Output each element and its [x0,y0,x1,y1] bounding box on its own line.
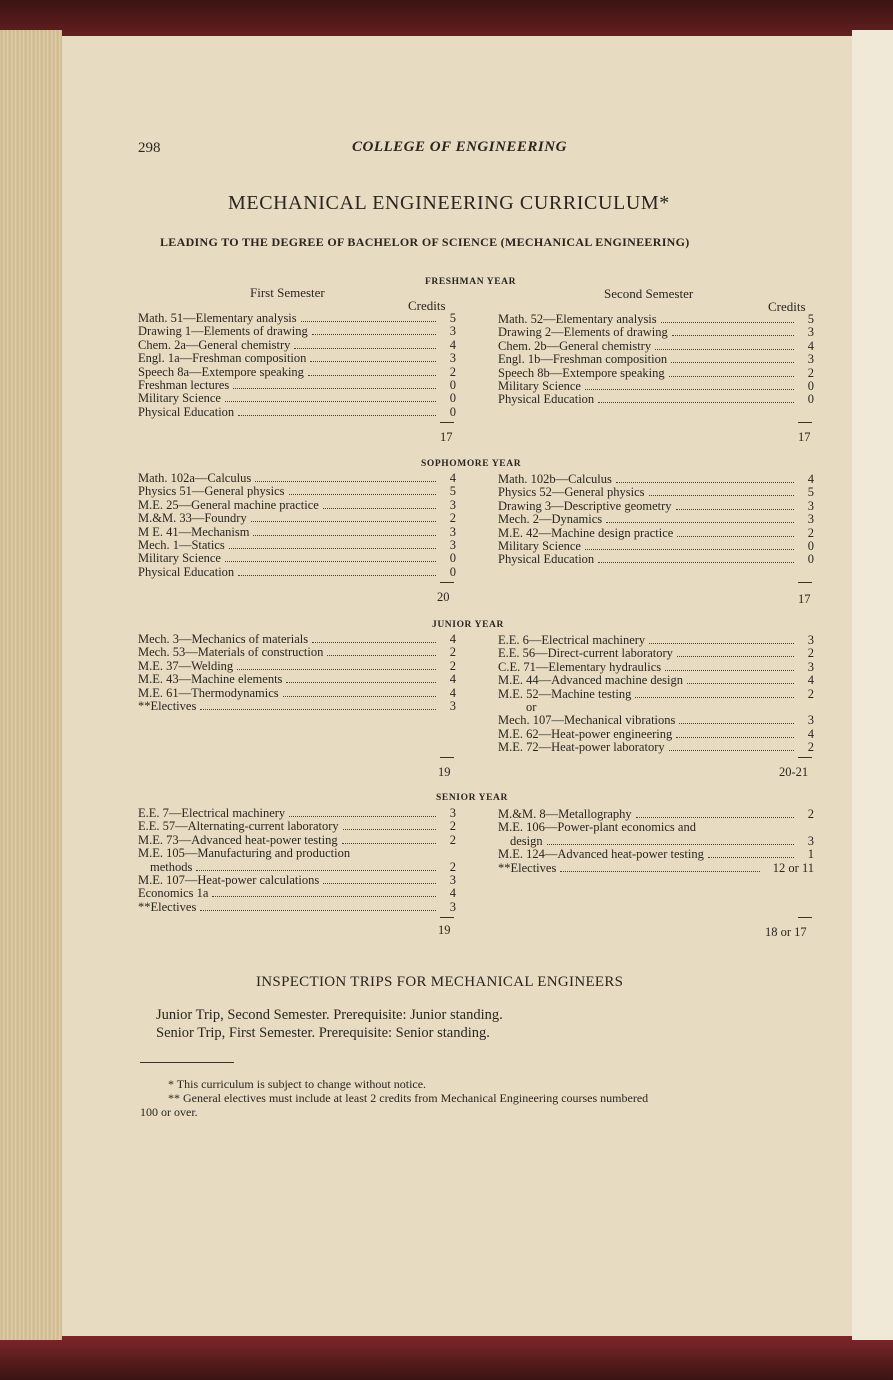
course-row [138,526,456,539]
course-credits: 2 [807,807,814,821]
sophomore-first-total: 20 [437,590,450,604]
course-name: methods [150,859,193,874]
inspection-line-junior: Junior Trip, Second Semester. Prerequisite: Junior standing. [156,1007,503,1023]
course-row [138,512,456,525]
senior-first-total: 19 [438,923,451,937]
total-rule [798,422,812,423]
course-name: Military Science [138,391,221,406]
course-name: Physical Education [498,392,595,407]
total-rule [440,757,454,758]
course-row [138,552,456,565]
inspection-heading: INSPECTION TRIPS FOR MECHANICAL ENGINEERS [256,974,624,990]
leader-dots [677,656,794,657]
junior-first-semester [138,633,456,713]
sophomore-first-semester [138,472,456,579]
freshman-first-semester [138,312,456,419]
course-credits: 3 [807,633,814,647]
course-row [138,406,456,419]
senior-year-heading: SENIOR YEAR [436,793,508,803]
course-credits: 2 [807,740,814,755]
credits-heading-left: Credits [408,298,446,313]
course-credits: 3 [807,352,814,367]
course-name: M.E. 106—Power-plant economics and [498,820,696,835]
sophomore-second-semester [498,473,814,567]
course-name: M.E. 107—Heat-power calculations [138,872,320,887]
course-name: Physical Education [498,552,595,567]
leader-dots [233,388,436,389]
course-credits: 0 [449,391,456,406]
leader-dots [665,670,794,671]
leader-dots [283,696,436,697]
course-credits: 3 [449,698,456,713]
course-name: Math. 51—Elementary analysis [138,311,297,325]
course-row [138,874,456,887]
course-row [498,486,814,499]
course-row [138,820,456,833]
senior-second-total: 18 or 17 [765,925,807,939]
course-row [138,861,456,874]
freshman-year-heading: FRESHMAN YEAR [425,277,517,287]
course-row [138,352,456,365]
course-credits: 2 [449,658,456,673]
course-row [138,887,456,900]
sophomore-year-heading: SOPHOMORE YEAR [421,459,522,469]
course-credits: 3 [807,713,814,728]
freshman-second-total: 17 [798,430,811,444]
course-row [138,339,456,352]
course-name: **Electives [138,698,197,713]
course-row [498,500,814,513]
course-row [498,714,814,727]
course-credits: 3 [449,524,456,539]
course-credits: 3 [449,351,456,366]
leader-dots [294,348,436,349]
course-name: **Electives [498,860,557,875]
course-name: Chem. 2b—General chemistry [498,338,652,353]
course-name: Math. 102a—Calculus [138,471,252,485]
page-number: 298 [138,140,161,156]
next-page-edge [852,30,893,1340]
course-row [498,647,814,660]
course-row [498,821,814,834]
leader-dots [616,482,794,483]
course-credits: 0 [449,551,456,566]
course-row [498,513,814,526]
course-credits: 2 [449,832,456,847]
course-row [138,499,456,512]
course-name: Chem. 2a—General chemistry [138,337,291,352]
course-row [138,700,456,713]
course-credits: 2 [449,511,456,526]
course-credits: 4 [449,471,456,485]
course-row [498,340,814,353]
course-name: M.E. 124—Advanced heat-power testing [498,847,704,862]
course-name: M.E. 105—Manufacturing and production [138,846,351,861]
course-name: M.E. 43—Machine elements [138,672,283,687]
course-credits: 3 [449,324,456,339]
junior-second-semester [498,634,814,755]
footnote-rule [140,1062,234,1063]
course-name: M E. 41—Mechanism [138,524,250,539]
course-row [498,848,814,861]
footnote-2-cont: 100 or over. [140,1105,198,1119]
course-name: Speech 8b—Extempore speaking [498,365,665,380]
course-credits: 2 [449,364,456,379]
course-row [138,847,456,860]
course-name: M.E. 37—Welding [138,658,234,673]
course-credits: 0 [807,552,814,567]
leader-dots [323,508,436,509]
course-row [138,646,456,659]
total-rule [798,582,812,583]
course-credits: 4 [449,886,456,901]
freshman-second-semester [498,313,814,407]
course-name: Economics 1a [138,886,209,901]
footnote-1: * This curriculum is subject to change without notice. [168,1077,427,1091]
course-row [498,540,814,553]
course-row [498,741,814,754]
course-row [498,553,814,566]
junior-year-heading: JUNIOR YEAR [432,620,504,630]
leader-dots [636,817,794,818]
leader-dots [312,334,436,335]
course-credits: 3 [807,833,814,848]
course-row [138,392,456,405]
leader-dots [585,549,794,550]
course-credits: 4 [807,673,814,688]
leader-dots [343,829,436,830]
leader-dots [286,682,436,683]
course-row [498,835,814,848]
course-name: M.E. 42—Machine design practice [498,525,674,540]
course-credits: 3 [807,512,814,527]
course-row [498,353,814,366]
course-row [138,687,456,700]
course-name: M.E. 44—Advanced machine design [498,673,684,688]
course-credits: 1 [807,847,814,862]
course-name: Drawing 2—Elements of drawing [498,325,668,340]
course-name: Military Science [138,551,221,566]
course-name: Mech. 53—Materials of construction [138,645,324,660]
junior-second-total: 20-21 [779,765,809,779]
course-credits: 3 [449,872,456,887]
course-credits: 5 [807,485,814,500]
leader-dots [310,361,436,362]
leader-dots [312,642,436,643]
leader-dots [327,655,436,656]
course-credits: 3 [449,899,456,914]
course-credits: 0 [807,378,814,393]
leader-dots [237,669,436,670]
leader-dots [606,522,794,523]
course-credits: 4 [807,726,814,741]
leader-dots [677,536,794,537]
credits-heading-right: Credits [768,299,806,314]
page-title: MECHANICAL ENGINEERING CURRICULUM* [228,192,670,214]
course-credits: 5 [807,312,814,326]
leader-dots [238,575,436,576]
course-name: or [526,699,537,714]
leader-dots [289,494,436,495]
course-row [138,312,456,325]
course-credits: 4 [449,632,456,646]
course-name: Mech. 3—Mechanics of materials [138,632,309,646]
leader-dots [301,321,436,322]
course-name: Physics 52—General physics [498,485,645,500]
course-credits: 2 [807,525,814,540]
senior-first-semester [138,807,456,914]
course-row [138,901,456,914]
course-credits: 3 [449,537,456,552]
leader-dots [342,843,436,844]
leader-dots [308,375,436,376]
course-name: M.&M. 8—Metallography [498,807,632,821]
leader-dots [289,816,436,817]
total-rule [440,582,454,583]
course-row [498,393,814,406]
course-name: M.E. 25—General machine practice [138,497,319,512]
first-semester-heading: First Semester [250,285,325,300]
course-name: Engl. 1a—Freshman composition [138,351,307,366]
leader-dots [635,697,794,698]
leader-dots [560,871,760,872]
course-name: Math. 102b—Calculus [498,472,612,486]
total-rule [798,757,812,758]
junior-first-total: 19 [438,765,451,779]
course-row [498,674,814,687]
leader-dots [649,495,794,496]
course-name: C.E. 71—Elementary hydraulics [498,659,662,674]
course-name: M.E. 72—Heat-power laboratory [498,740,665,755]
inspection-line-senior: Senior Trip, First Semester. Prerequisite: Senior standing. [156,1025,490,1041]
course-name: M.&M. 33—Foundry [138,511,247,526]
course-row [138,633,456,646]
course-name: Mech. 107—Mechanical vibrations [498,713,676,728]
leader-dots [598,402,794,403]
leader-dots [672,335,794,336]
course-row [138,660,456,673]
course-row [498,701,814,714]
leader-dots [669,750,794,751]
course-credits: 2 [449,645,456,660]
course-name: M.E. 52—Machine testing [498,686,632,701]
leader-dots [251,521,436,522]
leader-dots [655,349,794,350]
course-row [498,527,814,540]
course-row [138,366,456,379]
course-name: Freshman lectures [138,377,230,392]
course-credits: 2 [449,819,456,834]
course-row [138,485,456,498]
course-credits: 3 [807,498,814,513]
course-name: E.E. 56—Direct-current laboratory [498,646,673,661]
course-name: Physics 51—General physics [138,484,285,499]
course-name: Speech 8a—Extempore speaking [138,364,304,379]
course-credits: 4 [449,685,456,700]
footnote-2: ** General electives must include at least 2 credits from Mechanical Engineering courses numbered [168,1091,649,1105]
leader-dots [649,643,794,644]
course-credits: 2 [807,646,814,661]
leader-dots [255,481,436,482]
course-row [138,566,456,579]
total-rule [440,422,454,423]
course-name: E.E. 57—Alternating-current laboratory [138,819,339,834]
course-row [498,326,814,339]
course-credits: 12 or 11 [772,860,814,875]
course-name: M.E. 61—Thermodynamics [138,685,279,700]
course-row [498,473,814,486]
course-row [138,539,456,552]
course-name: Math. 52—Elementary analysis [498,312,657,326]
leader-dots [687,683,794,684]
course-name: E.E. 6—Electrical machinery [498,633,646,647]
leader-dots [676,737,794,738]
course-row [138,673,456,686]
course-name: M.E. 62—Heat-power engineering [498,726,673,741]
course-row [138,325,456,338]
freshman-first-total: 17 [440,430,453,444]
course-row [498,728,814,741]
total-rule [798,917,812,918]
second-semester-heading: Second Semester [604,286,694,301]
course-row [138,807,456,820]
course-name: Mech. 1—Statics [138,537,225,552]
course-name: Mech. 2—Dynamics [498,512,603,527]
leader-dots [253,535,436,536]
course-name: Military Science [498,538,581,553]
course-credits: 4 [449,337,456,352]
course-credits: 3 [807,659,814,674]
course-name: M.E. 73—Advanced heat-power testing [138,832,338,847]
page-edges-left [0,30,62,1340]
leader-dots [225,401,436,402]
course-row [138,379,456,392]
course-credits: 3 [449,497,456,512]
leader-dots [547,844,794,845]
course-credits: 0 [449,564,456,579]
senior-second-semester [498,808,814,875]
leader-dots [200,709,436,710]
course-name: design [510,833,543,848]
leader-dots [238,415,436,416]
course-row [498,634,814,647]
course-name: E.E. 7—Electrical machinery [138,806,286,820]
course-credits: 4 [807,472,814,486]
course-row [498,367,814,380]
course-credits: 0 [807,538,814,553]
leader-dots [229,548,436,549]
sophomore-second-total: 17 [798,592,811,606]
leader-dots [212,896,436,897]
leader-dots [598,562,794,563]
leader-dots [671,362,794,363]
course-credits: 4 [807,338,814,353]
course-credits: 0 [449,377,456,392]
course-row [498,313,814,326]
course-credits: 2 [807,365,814,380]
course-row [498,661,814,674]
course-row [498,862,814,875]
leader-dots [679,723,794,724]
course-credits: 0 [449,404,456,419]
course-credits: 3 [807,325,814,340]
course-row [498,380,814,393]
total-rule [440,917,454,918]
course-name: Drawing 3—Descriptive geometry [498,498,672,513]
running-head: COLLEGE OF ENGINEERING [352,139,567,155]
course-credits: 5 [449,484,456,499]
leader-dots [196,870,436,871]
leader-dots [585,389,794,390]
course-name: Physical Education [138,564,235,579]
course-credits: 2 [449,859,456,874]
course-name: **Electives [138,899,197,914]
leader-dots [669,376,794,377]
course-credits: 0 [807,392,814,407]
course-credits: 3 [449,806,456,820]
course-row [498,688,814,701]
course-name: Military Science [498,378,581,393]
course-credits: 4 [449,672,456,687]
leader-dots [225,561,436,562]
leader-dots [676,509,794,510]
course-credits: 5 [449,311,456,325]
course-name: Drawing 1—Elements of drawing [138,324,308,339]
course-row [138,472,456,485]
page-subtitle: LEADING TO THE DEGREE OF BACHELOR OF SCIENCE (MECHANICAL ENGINEERING) [160,235,690,249]
leader-dots [323,883,436,884]
course-row [498,808,814,821]
course-row [138,834,456,847]
course-credits: 2 [807,686,814,701]
leader-dots [661,322,794,323]
leader-dots [708,857,794,858]
course-name: Physical Education [138,404,235,419]
course-name: Engl. 1b—Freshman composition [498,352,668,367]
leader-dots [200,910,436,911]
